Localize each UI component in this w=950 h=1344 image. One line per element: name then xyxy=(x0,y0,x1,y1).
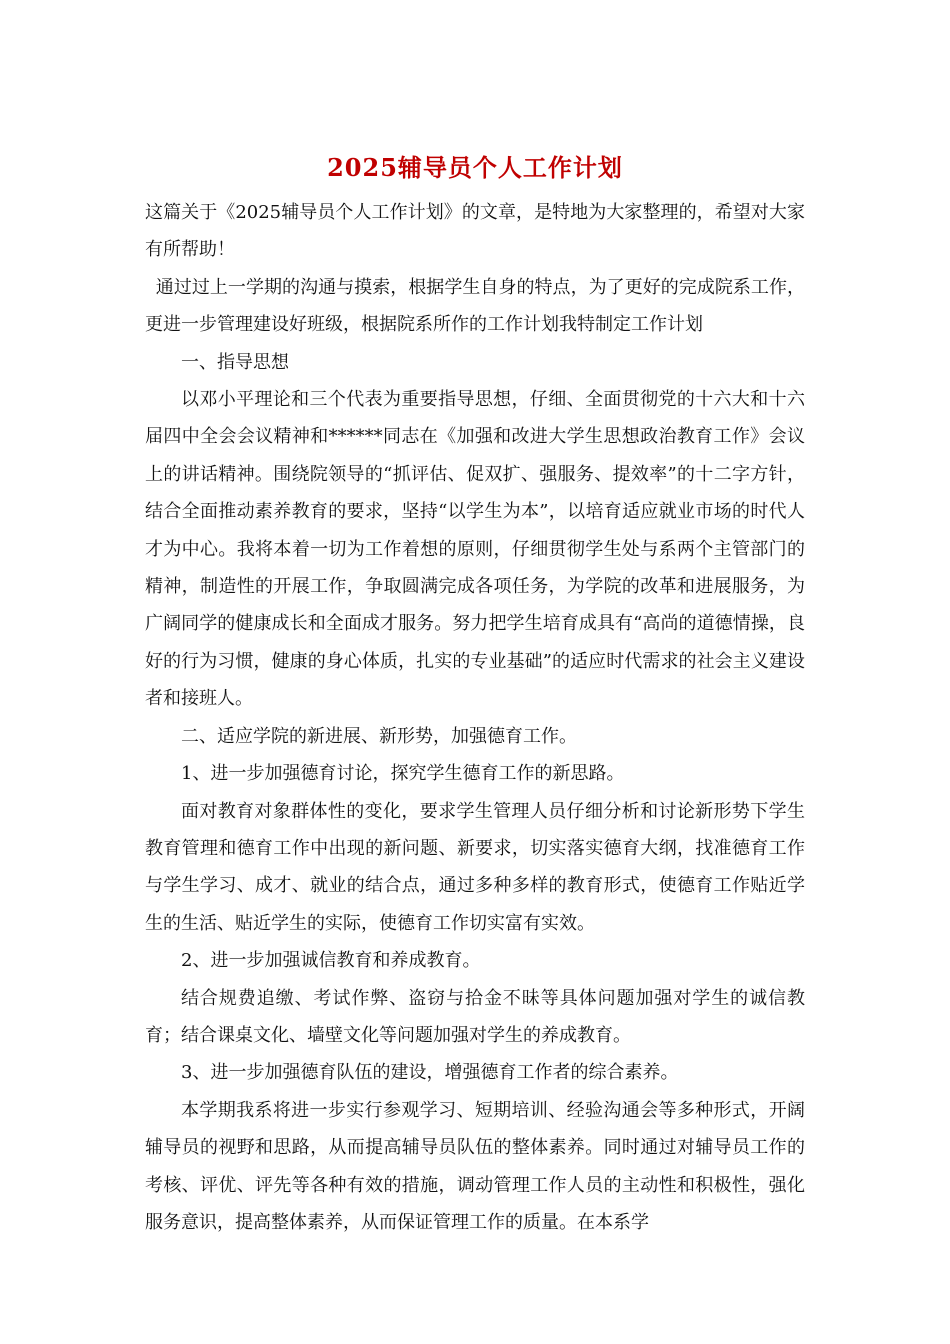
document-title: 2025辅导员个人工作计划 xyxy=(327,153,623,182)
intro-paragraph: 这篇关于《2025辅导员个人工作计划》的文章，是特地为大家整理的，希望对大家有所帮助！ xyxy=(145,202,805,261)
subheading-item-2: 2、进一步加强诚信教育和养成教育。 xyxy=(181,950,481,972)
body-paragraph: 本学期我系将进一步实行参观学习、短期培训、经验沟通会等多种形式，开阔辅导员的视野和思路，从而提高辅导员队伍的整体素养。同时通过对辅导员工作的考核、评优、评先等各种有效的措施，调动管理工作人员的主动性和积极性，强化服务意识，提高整体素养，从而保证管理工作的质量。在本系学 xyxy=(145,1099,805,1233)
subheading-item-1: 1、进一步加强德育讨论，探究学生德育工作的新思路。 xyxy=(181,763,625,785)
body-paragraph: 面对教育对象群体性的变化，要求学生管理人员仔细分析和讨论新形势下学生教育管理和德育工作中出现的新问题、新要求，切实落实德育大纲，找准德育工作与学生学习、成才、就业的结合点，通过多种多样的教育形式，使德育工作贴近学生的生活、贴近学生的实际，使德育工作切实富有实效。 xyxy=(145,800,805,934)
section-heading-moral-education: 二、适应学院的新进展、新形势，加强德育工作。 xyxy=(181,725,577,747)
section-heading-guiding-thought: 一、指导思想 xyxy=(181,351,289,373)
body-paragraph: 以邓小平理论和三个代表为重要指导思想，仔细、全面贯彻党的十六大和十六届四中全会会议精神和******同志在《加强和改进大学生思想政治教育工作》会议上的讲话精神。围绕院领导的“抓评估、促双扩、强服务、提效率”的十二字方针，结合全面推动素养教育的要求，坚持“以学生为本”，以培育适应就业市场的时代人才为中心。我将本着一切为工作着想的原则，仔细贯彻学生处与系两个主管部门的精神，制造性的开展工作，争取圆满完成各项任务，为学院的改革和进展服务，为广阔同学的健康成长和全面成才服务。努力把学生培育成具有“高尚的道德情操，良好的行为习惯，健康的身心体质，扎实的专业基础”的适应时代需求的社会主义建设者和接班人。 xyxy=(145,389,805,710)
body-paragraph: 结合规费追缴、考试作弊、盗窃与拾金不昧等具体问题加强对学生的诚信教育；结合课桌文化、墙壁文化等问题加强对学生的养成教育。 xyxy=(145,987,805,1046)
document-body xyxy=(145,194,805,1241)
subheading-item-3: 3、进一步加强德育队伍的建设，增强德育工作者的综合素养。 xyxy=(181,1062,679,1084)
preface-paragraph: 通过过上一学期的沟通与摸索，根据学生自身的特点，为了更好的完成院系工作，更进一步管理建设好班级，根据院系所作的工作计划我特制定工作计划 xyxy=(145,276,805,336)
